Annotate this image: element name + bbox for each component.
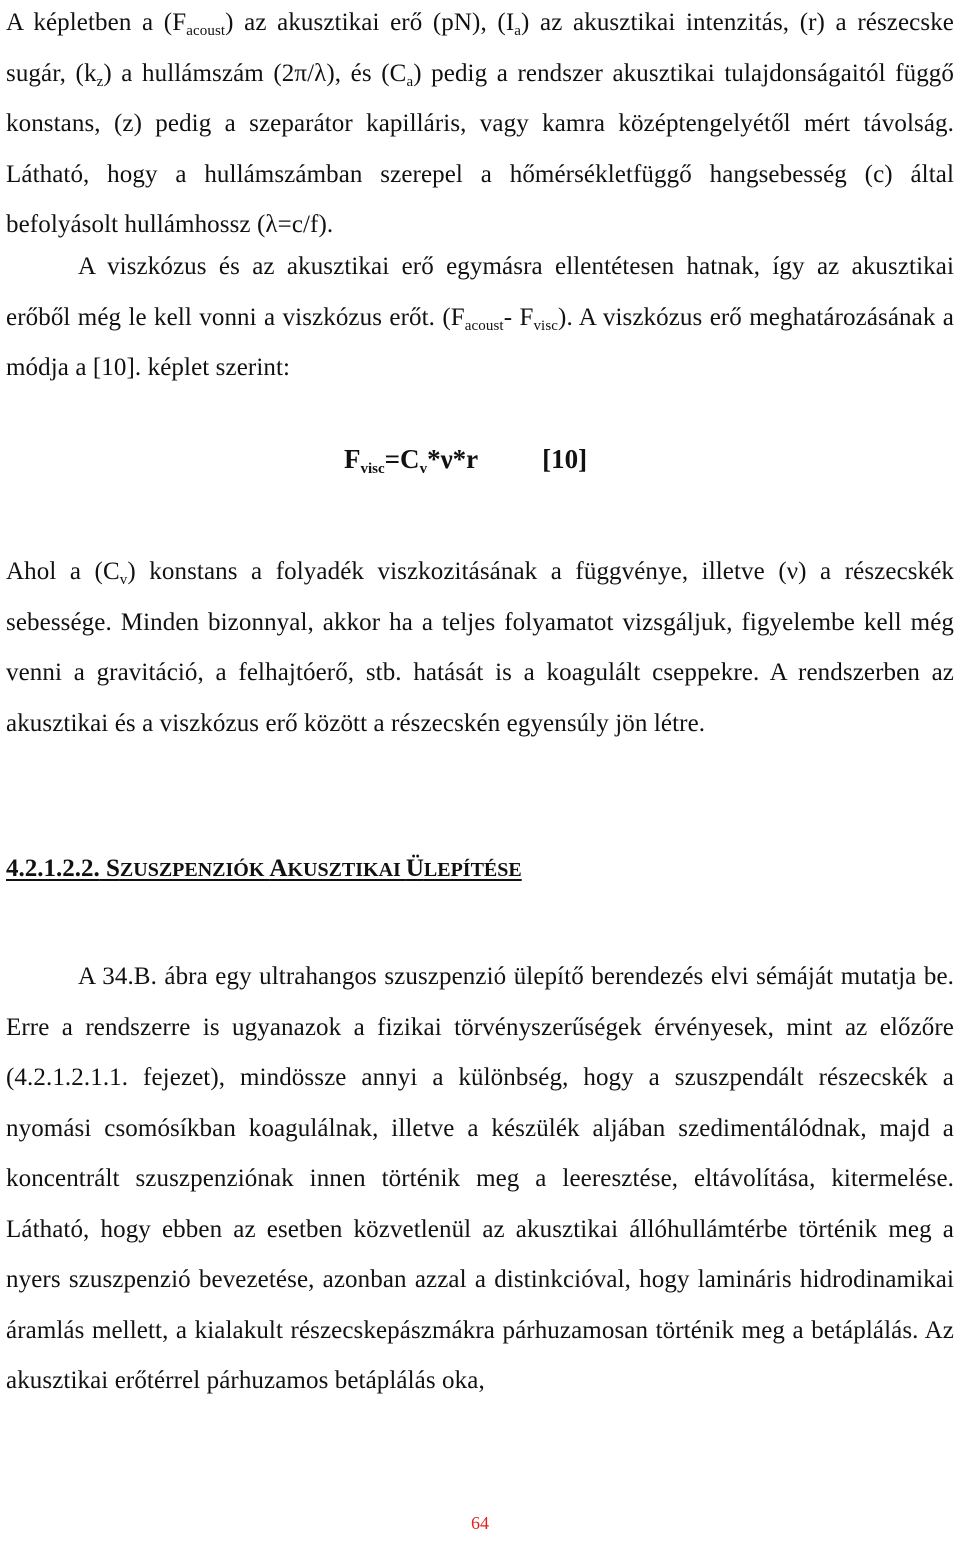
text-run: - F	[503, 303, 534, 331]
text-run: ) az akusztikai intenzitás, (r) a részecske sugár, (k	[6, 9, 955, 87]
paragraph-sedimentation: A 34.B. ábra egy ultrahangos szuszpenzió ülepítő berendezés elvi sémáját mutatja be. Erre a rendszerre is ugyanazok a fizikai törvényszerűségek érvényesek, mint az előzőre (4.2.1.2.1.1. fejezet), mindössze annyi a különbség, hogy a szuszpendált részecskék a nyomási csomósíkban koagulálnak, illetve a készülék aljában szedimentálódnak, majd a koncentrált szuszpenziónak innen történik meg a leeresztése, eltávolítása, kitermelése. Látható, hogy ebben az esetben közvetlenül az akusztikai állóhullámtérbe történik meg a nyers szuszpenzió bevezetése, azonban azzal a distinkcióval, hogy lamináris hidrodinamikai áramlás mellett, a kialakult részecskepászmákra párhuzamosan történik meg a betáplálás. Az akusztikai erőtérrel párhuzamos betáplálás oka,	[6, 963, 954, 1394]
text-run: ) a hullámszám (2π/λ), és (C	[103, 59, 407, 87]
formula-subscript: visc	[360, 461, 385, 477]
subscript: z	[96, 73, 104, 90]
formula-text: F	[344, 444, 361, 474]
text-run: A viszkózus és az akusztikai erő egymásra ellentétesen hatnak, így az akusztikai erőből még le kell vonni a viszkózus erőt. (F	[6, 253, 954, 331]
text-run: Ahol a (C	[6, 558, 120, 585]
text-run: ). A viszkózus erő meghatározásának a módja a [10]. képlet szerint:	[6, 303, 954, 381]
section-number: 4.2.1.2.2.	[6, 855, 100, 882]
heading-text: Ü	[405, 855, 424, 882]
heading-text: A	[269, 855, 288, 882]
paragraph-viscous-force	[6, 242, 954, 394]
text-run: ) konstans a folyadék viszkozitásának a függvénye, illetve (ν) a részecskék sebessége. Minden bizonnyal, akkor ha a teljes folyamatot vizsgáljuk, figyelembe kell még venni a gravitáció, a felhajtóerő, stb. hatását is a koagulált cseppekre. A rendszerben az akusztikai és a viszkózus erő között a részecskén egyensúly jön létre.	[6, 558, 954, 737]
page-number: 64	[471, 1513, 489, 1533]
subscript: a	[514, 23, 522, 39]
paragraph-constants	[6, 547, 954, 749]
formula-subscript: v	[419, 461, 428, 477]
subscript: a	[406, 73, 414, 90]
heading-text: LEPÍTÉSE	[423, 859, 522, 881]
text-run: ) pedig a rendszer akusztikai tulajdonságaitól függő konstans, (z) pedig a szeparátor kapilláris, vagy kamra középtengelyétől mért távolság. Látható, hogy a hullámszámban szerepel a hőmérsékletfüggő hangsebesség (c) által befolyásolt hullámhossz (λ=c/f).	[6, 59, 955, 238]
heading-text: ZUSZPENZIÓK	[119, 859, 270, 881]
subscript: visc	[533, 317, 559, 334]
heading-text: S	[106, 855, 120, 882]
formula-text: *ν*r	[427, 444, 479, 474]
equation-number: [10]	[542, 444, 588, 474]
section-heading	[6, 855, 522, 883]
subscript: v	[119, 572, 128, 588]
formula-text: =C	[384, 444, 420, 474]
paragraph-formula-symbols	[6, 0, 954, 251]
equation-10	[344, 444, 587, 475]
text-run: A képletben a (F	[6, 9, 187, 36]
text-run: ) az akusztikai erő (pN), (I	[225, 9, 515, 36]
subscript: acoust	[464, 317, 504, 334]
subscript: acoust	[186, 23, 226, 39]
heading-text: KUSZTIKAI	[287, 859, 406, 881]
